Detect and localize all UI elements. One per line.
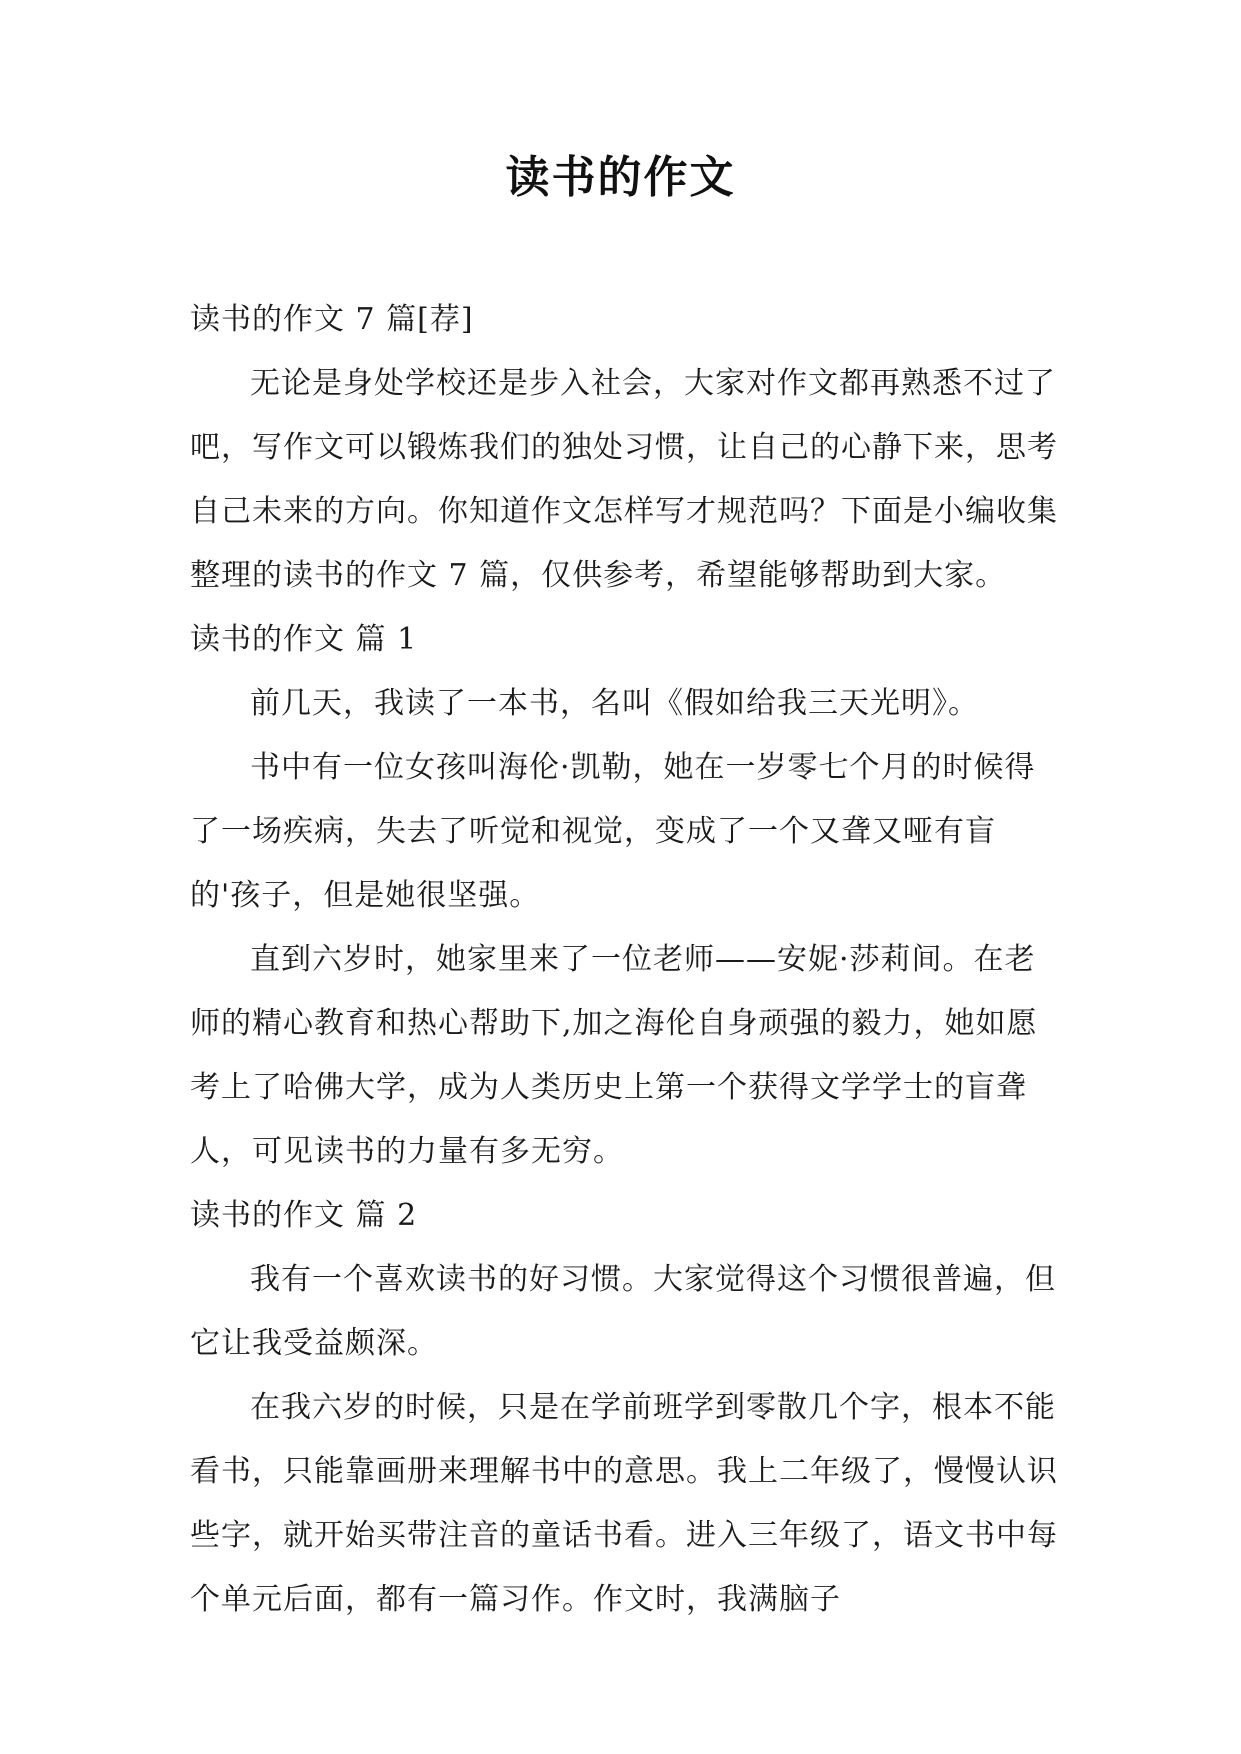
section-heading-1: 读书的作文 篇 1	[190, 622, 418, 657]
section-1-paragraph-1: 前几天，我读了一本书，名叫《假如给我三天光明》。	[250, 686, 979, 721]
intro-paragraph: 无论是身处学校还是步入社会，大家对作文都再熟悉不过了吧，写作文可以锻炼我们的独处习惯，让自己的心静下来，思考自己未来的方向。你知道作文怎样写才规范吗？下面是小编收集整理的读书的作文 7 篇，仅供参考，希望能够帮助到大家。	[190, 366, 1058, 593]
document-subtitle: 读书的作文 7 篇[荐]	[190, 302, 474, 337]
section-heading-2: 读书的作文 篇 2	[190, 1198, 418, 1233]
document-title: 读书的作文	[505, 152, 736, 203]
section-1-paragraph-2: 书中有一位女孩叫海伦·凯勒，她在一岁零七个月的时候得了一场疾病，失去了听觉和视觉，变成了一个又聋又哑有盲的'孩子，但是她很坚强。	[190, 750, 1036, 913]
section-2-paragraph-1: 我有一个喜欢读书的好习惯。大家觉得这个习惯很普遍，但它让我受益颇深。	[190, 1262, 1056, 1361]
document-body	[190, 288, 1060, 1632]
section-2-paragraph-2: 在我六岁的时候，只是在学前班学到零散几个字，根本不能看书，只能靠画册来理解书中的意思。我上二年级了，慢慢认识些字，就开始买带注音的童话书看。进入三年级了，语文书中每个单元后面，都有一篇习作。作文时，我满脑子	[190, 1390, 1058, 1617]
section-1-paragraph-3: 直到六岁时，她家里来了一位老师——安妮·莎莉间。在老师的精心教育和热心帮助下,加之海伦自身顽强的毅力，她如愿考上了哈佛大学，成为人类历史上第一个获得文学学士的盲聋人，可见读书的力量有多无穷。	[190, 942, 1038, 1169]
